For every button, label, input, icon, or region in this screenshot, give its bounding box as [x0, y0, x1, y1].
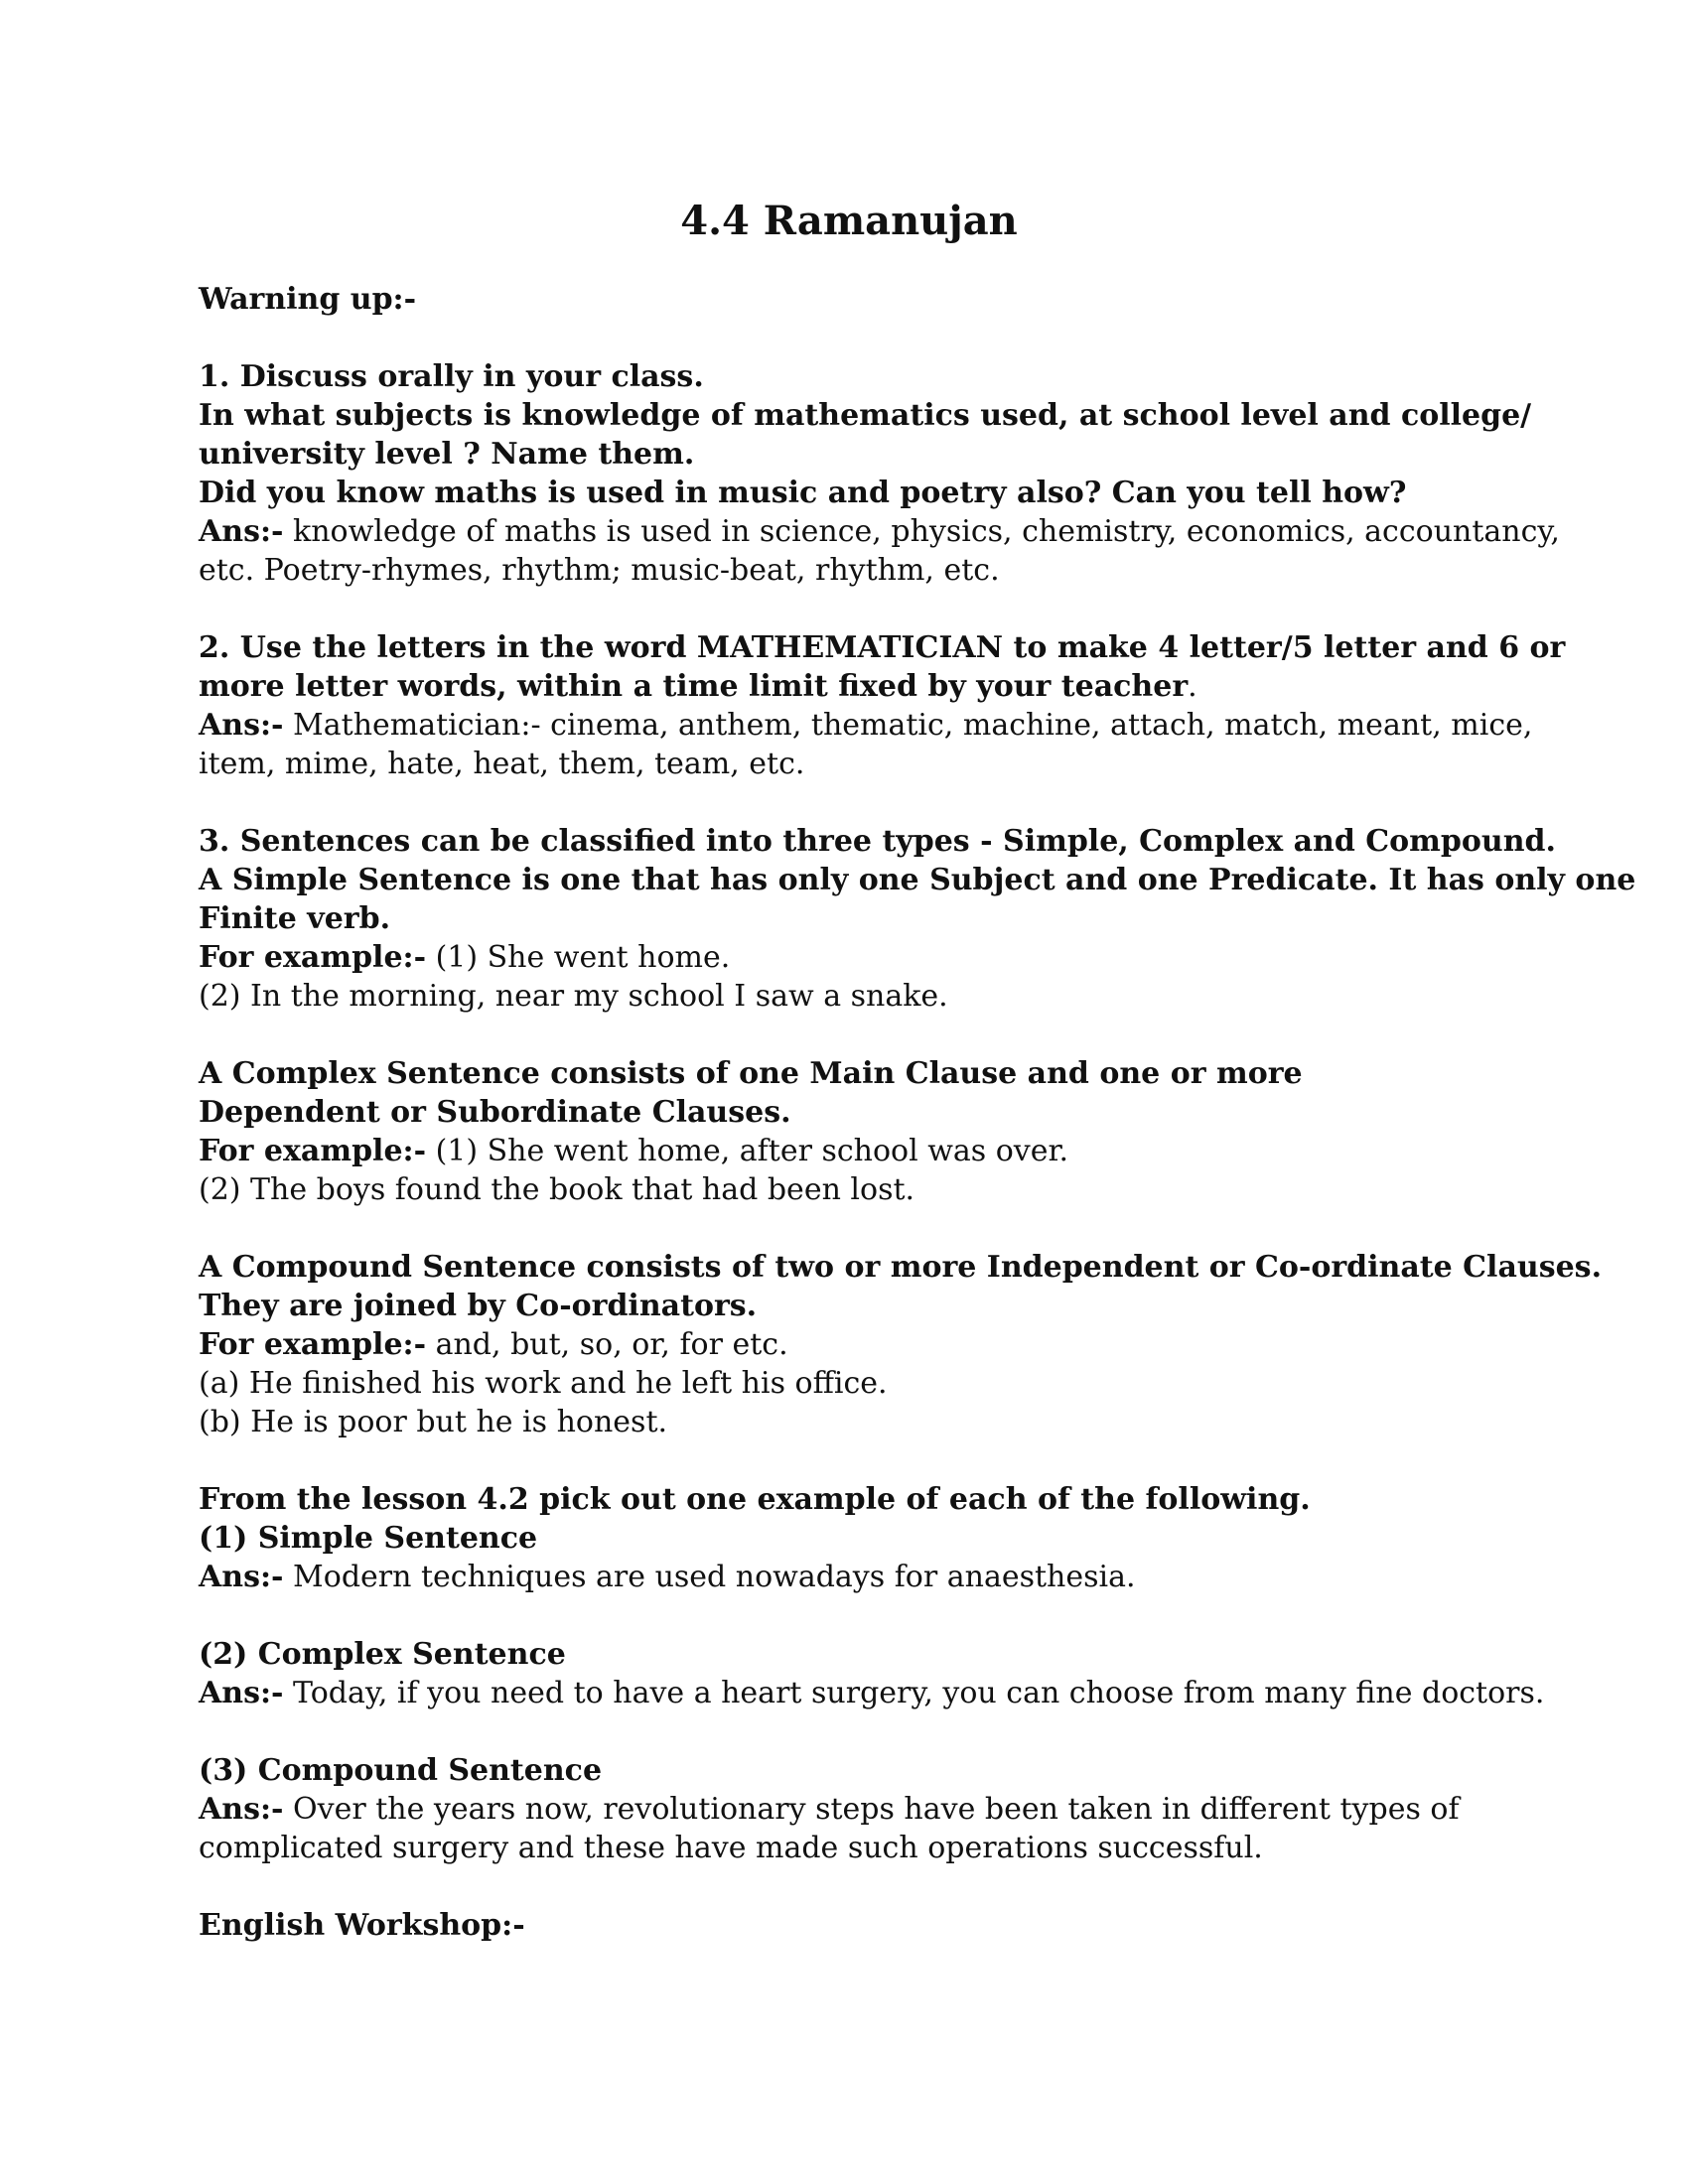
example-text: (1) She went home, after school was over. [426, 1134, 1069, 1168]
compound-sentence-heading: (3) Compound Sentence [199, 1753, 603, 1788]
complex-definition-cont: Dependent or Subordinate Clauses. [199, 1095, 791, 1130]
q1-answer-cont: etc. Poetry-rhymes, rhythm; music-beat, rhythm, etc. [199, 553, 1000, 588]
answer-text: Modern techniques are used nowadays for anaesthesia. [283, 1560, 1136, 1594]
answer-label: Ans:- [199, 1792, 284, 1827]
q1-question-line: university level ? Name them. [199, 437, 695, 472]
compound-example-b: (b) He is poor but he is honest. [199, 1405, 668, 1439]
complex-example-2: (2) The boys found the book that had been lost. [199, 1172, 915, 1207]
simple-example [199, 938, 1499, 977]
q1-answer [199, 512, 1560, 551]
spacer [199, 590, 1499, 628]
example-label: For example:- [199, 1134, 427, 1168]
compound-sentence-answer [199, 1790, 1499, 1829]
simple-definition: A Simple Sentence is one that has only one Subject and one Predicate. It has only one [199, 863, 1636, 897]
q1-question-line: Did you know maths is used in music and poetry also? Can you tell how? [199, 476, 1407, 510]
q1-question-line: In what subjects is knowledge of mathematics used, at school level and college/ [199, 398, 1532, 433]
q2-answer [199, 706, 1533, 745]
page-title: 4.4 Ramanujan [680, 198, 1018, 244]
compound-definition: A Compound Sentence consists of two or more Independent or Co-ordinate Clauses. [199, 1250, 1603, 1285]
spacer [199, 1016, 1499, 1054]
spacer [199, 1209, 1499, 1248]
simple-definition-cont: Finite verb. [199, 901, 391, 936]
compound-example-a: (a) He finished his work and he left his office. [199, 1366, 888, 1401]
answer-text: Mathematician:- cinema, anthem, thematic, machine, attach, match, meant, mice, [283, 708, 1533, 743]
answer-label: Ans:- [199, 1560, 284, 1594]
answer-label: Ans:- [199, 514, 284, 549]
workshop-heading: English Workshop:- [199, 1908, 525, 1943]
spacer [199, 319, 1499, 357]
spacer [199, 783, 1499, 822]
spacer [199, 1867, 1499, 1906]
complex-definition: A Complex Sentence consists of one Main Clause and one or more [199, 1056, 1303, 1091]
simple-sentence-answer [199, 1558, 1499, 1596]
example-text: (1) She went home. [426, 940, 731, 975]
example-text: and, but, so, or, for etc. [426, 1327, 788, 1362]
q2-answer-cont: item, mime, hate, heat, them, team, etc. [199, 747, 805, 781]
answer-text: Over the years now, revolutionary steps have been taken in different types of [283, 1792, 1460, 1827]
q2-heading: 2. Use the letters in the word MATHEMATICIAN to make 4 letter/5 letter and 6 or [199, 630, 1566, 665]
q2-heading-period: . [1188, 669, 1197, 704]
compound-definition-cont: They are joined by Co-ordinators. [199, 1289, 758, 1323]
q1-heading: 1. Discuss orally in your class. [199, 359, 704, 394]
spacer [199, 1712, 1499, 1751]
spacer [199, 1596, 1499, 1635]
document-page [199, 197, 1636, 1945]
simple-sentence-heading: (1) Simple Sentence [199, 1521, 538, 1556]
q3-heading: 3. Sentences can be classified into three types - Simple, Complex and Compound. [199, 824, 1556, 859]
spacer [199, 1441, 1499, 1480]
warmup-heading: Warning up:- [199, 282, 417, 317]
answer-text: Today, if you need to have a heart surgery, you can choose from many fine doctors. [283, 1676, 1545, 1710]
answer-label: Ans:- [199, 708, 284, 743]
compound-example [199, 1325, 1499, 1364]
complex-example [199, 1132, 1499, 1170]
simple-example-2: (2) In the morning, near my school I saw a snake. [199, 979, 948, 1014]
answer-text: knowledge of maths is used in science, physics, chemistry, economics, accountancy, [283, 514, 1560, 549]
compound-sentence-answer-cont: complicated surgery and these have made such operations successful. [199, 1831, 1263, 1865]
q2-heading-text: more letter words, within a time limit fixed by your teacher [199, 669, 1189, 704]
q2-heading-cont [199, 667, 1499, 706]
example-label: For example:- [199, 1327, 427, 1362]
complex-sentence-answer [199, 1674, 1545, 1712]
example-label: For example:- [199, 940, 427, 975]
answer-label: Ans:- [199, 1676, 284, 1710]
complex-sentence-heading: (2) Complex Sentence [199, 1637, 566, 1672]
lesson-heading: From the lesson 4.2 pick out one example of each of the following. [199, 1482, 1311, 1517]
